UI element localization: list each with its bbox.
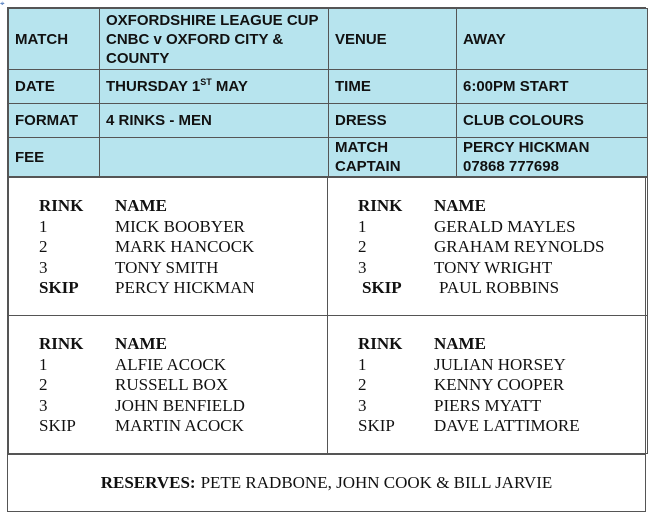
rink-header: RINK: [358, 334, 403, 353]
fee-label: FEE: [9, 138, 100, 177]
skip-label: SKIP: [39, 278, 79, 297]
dress-value: CLUB COLOURS: [457, 104, 648, 138]
time-value: 6:00PM START: [457, 70, 648, 104]
skip-label: SKIP: [362, 278, 402, 297]
list-item: [9, 217, 327, 238]
rink-header: RINK: [39, 334, 84, 353]
list-item: [328, 416, 647, 437]
captain-label-line2: CAPTAIN: [335, 158, 401, 175]
rink-block-4: [328, 316, 648, 454]
date-value-day: THURSDAY 1: [106, 78, 201, 95]
player-name: KENNY COOPER: [434, 375, 565, 394]
rink-block-3: [9, 316, 328, 454]
format-label: FORMAT: [9, 104, 100, 138]
rink-header: RINK: [39, 196, 84, 215]
player-name: TONY WRIGHT: [434, 257, 553, 277]
dress-label: DRESS: [329, 104, 457, 138]
rink-header-row: [9, 196, 327, 217]
list-item: [9, 396, 327, 417]
player-name: MARK HANCOCK: [115, 237, 255, 256]
venue-value: AWAY: [457, 9, 648, 70]
player-name: JOHN BENFIELD: [115, 395, 245, 415]
date-value-month: MAY: [211, 78, 248, 95]
date-label: DATE: [9, 70, 100, 104]
rink-block-2: [328, 178, 648, 316]
list-item: [328, 375, 647, 396]
rink-block-1: [9, 178, 328, 316]
rink-header-row: [328, 196, 647, 217]
fee-value: [100, 138, 329, 177]
player-name: TONY SMITH: [115, 257, 219, 277]
player-name: ALFIE ACOCK: [115, 354, 226, 374]
rink-number: 3: [358, 257, 367, 277]
captain-value: [457, 138, 648, 177]
match-row: [9, 9, 648, 70]
rink-number: 3: [39, 257, 48, 277]
list-item: [9, 375, 327, 396]
rink-number: 1: [39, 354, 48, 374]
name-header: NAME: [115, 334, 167, 353]
rink-number: 1: [358, 354, 367, 374]
player-name: PIERS MYATT: [434, 395, 542, 415]
rink-number: 2: [39, 237, 48, 256]
table-anchor-icon: ⌖: [0, 0, 5, 8]
rinks-row-2: [9, 316, 648, 454]
date-ordinal: ST: [200, 77, 212, 87]
player-name: RUSSELL BOX: [115, 375, 229, 394]
player-name: DAVE LATTIMORE: [434, 416, 580, 435]
list-item: [9, 278, 327, 299]
skip-label: SKIP: [39, 416, 76, 435]
list-item: [328, 396, 647, 417]
match-value-line1: OXFORDSHIRE LEAGUE CUP: [106, 11, 319, 29]
rink-number: 1: [39, 216, 48, 236]
captain-label: [329, 138, 457, 177]
rink-header: RINK: [358, 196, 403, 215]
captain-name: PERCY HICKMAN: [463, 139, 590, 156]
reserves-names: PETE RADBONE, JOHN COOK & BILL JARVIE: [200, 473, 553, 492]
format-value: 4 RINKS - MEN: [100, 104, 329, 138]
rink-header-row: [328, 334, 647, 355]
captain-phone: 07868 777698: [463, 158, 559, 175]
captain-label-line1: MATCH: [335, 139, 389, 156]
list-item: [328, 258, 647, 279]
match-value-line2: CNBC v OXFORD CITY &: [106, 30, 284, 48]
skip-label: SKIP: [358, 416, 395, 435]
format-row: [9, 104, 648, 138]
list-item: [9, 355, 327, 376]
rinks-row-1: [9, 178, 648, 316]
list-item: [9, 416, 327, 437]
match-value-line3: COUNTY: [106, 49, 170, 67]
rink-number: 2: [358, 375, 367, 394]
venue-label: VENUE: [329, 9, 457, 70]
rink-number: 2: [39, 375, 48, 394]
match-value: [100, 9, 329, 70]
rink-number: 1: [358, 216, 367, 236]
time-label: TIME: [329, 70, 457, 104]
match-sheet: [7, 7, 646, 512]
list-item: [328, 237, 647, 258]
reserves-label: RESERVES:: [100, 473, 196, 492]
player-name: GERALD MAYLES: [434, 216, 576, 236]
player-name: MARTIN ACOCK: [115, 416, 244, 435]
player-name: JULIAN HORSEY: [434, 354, 566, 374]
rink-number: 3: [39, 395, 48, 415]
reserves-line: [8, 454, 645, 511]
name-header: NAME: [434, 196, 486, 215]
player-name: PERCY HICKMAN: [115, 278, 255, 297]
list-item: [328, 355, 647, 376]
player-name: GRAHAM REYNOLDS: [434, 237, 605, 256]
player-name: MICK BOOBYER: [115, 216, 245, 236]
match-info-table: [8, 8, 648, 177]
fee-row: [9, 138, 648, 177]
name-header: NAME: [434, 334, 486, 353]
name-header: NAME: [115, 196, 167, 215]
list-item: [328, 217, 647, 238]
player-name: PAUL ROBBINS: [439, 278, 560, 297]
match-label: MATCH: [9, 9, 100, 70]
date-value: [100, 70, 329, 104]
list-item: [9, 237, 327, 258]
rink-header-row: [9, 334, 327, 355]
rink-number: 3: [358, 395, 367, 415]
list-item: [328, 278, 647, 299]
date-row: [9, 70, 648, 104]
list-item: [9, 258, 327, 279]
rink-number: 2: [358, 237, 367, 256]
rinks-table: [8, 177, 648, 454]
